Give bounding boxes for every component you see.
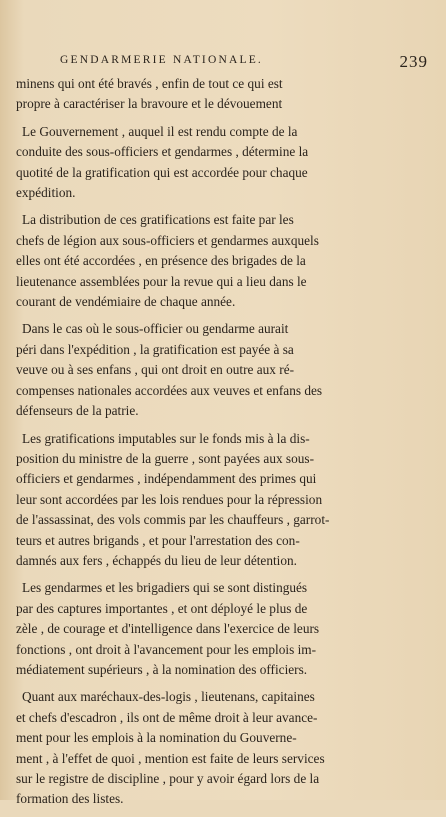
- page-number: 239: [399, 52, 428, 71]
- paragraph-continuation: minens qui ont été bravés , enfin de tout ce qui est propre à caractériser la bravoure et le dévouement: [16, 76, 283, 112]
- paragraph-deces: Dans le cas où le sous-officier ou gendarme aurait péri dans l'expédition , la gratification est payée à sa veuve ou à ses enfans , qui ont droit en outre aux ré- compenses nationales accordées aux veuves et enfans des défenseurs de la patrie.: [16, 321, 323, 419]
- paragraph-avancement-gendarmes: Les gendarmes et les brigadiers qui se sont distingués par des captures importantes , et ont déployé le plus de zèle , de courage et d'intelligence dans l'exercice de leurs fonctions , ont droit à l'avancement pour les emplois im- médiatement supérieurs , à la nomination des officiers.: [16, 580, 320, 677]
- running-title: GENDARMERIE NATIONALE.: [60, 54, 263, 66]
- paragraph-distribution: La distribution de ces gratifications est faite par les chefs de légion aux sous-officiers et gendarmes auxquels elles ont été accordées , en présence des brigades de la lieutenance assemblées pour la revue qui a lieu dans le courant de vendémiaire de chaque année.: [16, 212, 319, 310]
- paragraph-avancement-officiers: Quant aux maréchaux-des-logis , lieutenans, capitaines et chefs d'escadron , ils ont de même droit à leur avance- ment pour les emplois à la nomination du Gouverne- ment , à l'effet de quoi , mention est faite de leurs services sur le registre de discipline , pour y avoir égard lors de la formation des listes.: [16, 689, 325, 807]
- page-body: [16, 74, 430, 817]
- paragraph-gouvernement: Le Gouvernement , auquel il est rendu compte de la conduite des sous-officiers et gendarmes , détermine la quotité de la gratification qui est accordée pour chaque expédition.: [16, 123, 309, 201]
- page-header: [60, 52, 428, 72]
- paragraph-imputation: Les gratifications imputables sur le fonds mis à la dis- position du ministre de la guerre , sont payées aux sous- officiers et gendarmes , indépendamment des primes qui leur sont accordées par les lois rendues pour la répression de l'assassinat, des vols commis par les chauffeurs , garrot- teurs et autres brigands , et pour l'arrestation des con- damnés aux fers , échappés du lieu de leur détention.: [16, 430, 330, 568]
